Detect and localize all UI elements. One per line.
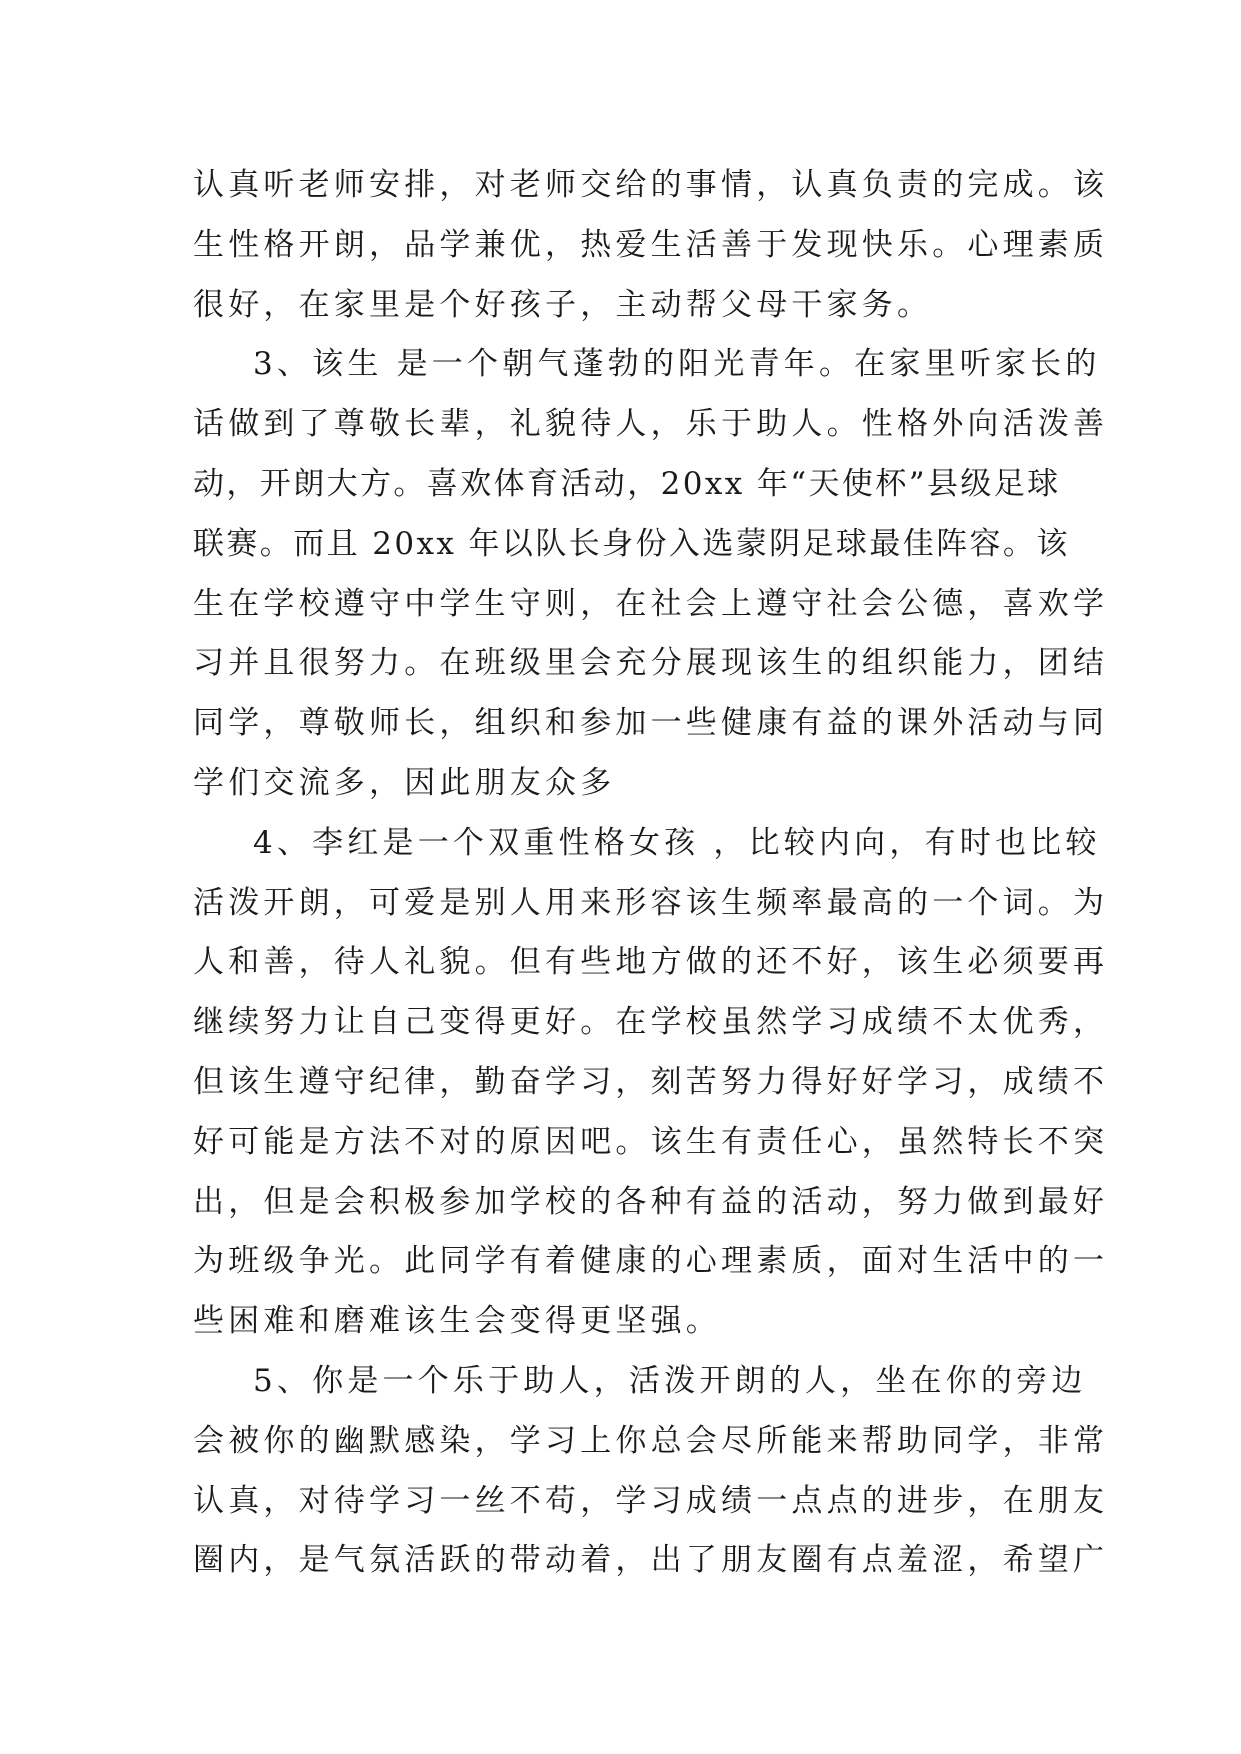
text-line: 生性格开朗，品学兼优，热爱生活善于发现快乐。心理素质 bbox=[193, 226, 1109, 263]
text-line: 话做到了尊敬长辈，礼貌待人，乐于助人。性格外向活泼善 bbox=[193, 406, 1109, 443]
text-line: 但该生遵守纪律，勤奋学习，刻苦努力得好好学习，成绩不 bbox=[193, 1063, 1109, 1100]
text-line: 好可能是方法不对的原因吧。该生有责任心，虽然特长不突 bbox=[193, 1123, 1109, 1160]
paragraph-4-start: 4、李红是一个双重性格女孩 ，比较内向，有时也比较 bbox=[253, 824, 1101, 861]
text-line: 认真，对待学习一丝不苟，学习成绩一点点的进步，在朋友 bbox=[193, 1482, 1109, 1519]
text-line: 圈内，是气氛活跃的带动着，出了朋友圈有点羞涩，希望广 bbox=[193, 1542, 1109, 1579]
text-line: 人和善，待人礼貌。但有些地方做的还不好，该生必须要再 bbox=[193, 944, 1109, 981]
text-line: 为班级争光。此同学有着健康的心理素质，面对生活中的一 bbox=[193, 1243, 1109, 1280]
text-line: 出，但是会积极参加学校的各种有益的活动，努力做到最好 bbox=[193, 1183, 1109, 1220]
text-line: 动，开朗大方。喜欢体育活动，20xx 年“天使杯”县级足球 bbox=[193, 465, 1061, 502]
text-line: 会被你的幽默感染，学习上你总会尽所能来帮助同学，非常 bbox=[193, 1422, 1109, 1459]
text-line: 些困难和磨难该生会变得更坚强。 bbox=[193, 1303, 721, 1340]
text-line: 继续努力让自己变得更好。在学校虽然学习成绩不太优秀， bbox=[193, 1004, 1109, 1041]
text-line: 很好，在家里是个好孩子，主动帮父母干家务。 bbox=[193, 286, 933, 323]
text-line: 活泼开朗，可爱是别人用来形容该生频率最高的一个词。为 bbox=[193, 884, 1109, 921]
text-line: 习并且很努力。在班级里会充分展现该生的组织能力，团结 bbox=[193, 645, 1109, 682]
document-body bbox=[193, 156, 1109, 1591]
text-line: 同学，尊敬师长，组织和参加一些健康有益的课外活动与同 bbox=[193, 705, 1109, 742]
text-line: 联赛。而且 20xx 年以队长身份入选蒙阴足球最佳阵容。该 bbox=[193, 525, 1070, 562]
text-line: 认真听老师安排，对老师交给的事情，认真负责的完成。该 bbox=[193, 167, 1109, 203]
paragraph-5-start: 5、你是一个乐于助人，活泼开朗的人，坐在你的旁边 bbox=[253, 1362, 1087, 1399]
text-line: 生在学校遵守中学生守则，在社会上遵守社会公德，喜欢学 bbox=[193, 585, 1109, 622]
text-line: 学们交流多，因此朋友众多 bbox=[193, 764, 616, 801]
paragraph-3-start: 3、该生 是一个朝气蓬勃的阳光青年。在家里听家长的 bbox=[253, 346, 1101, 383]
